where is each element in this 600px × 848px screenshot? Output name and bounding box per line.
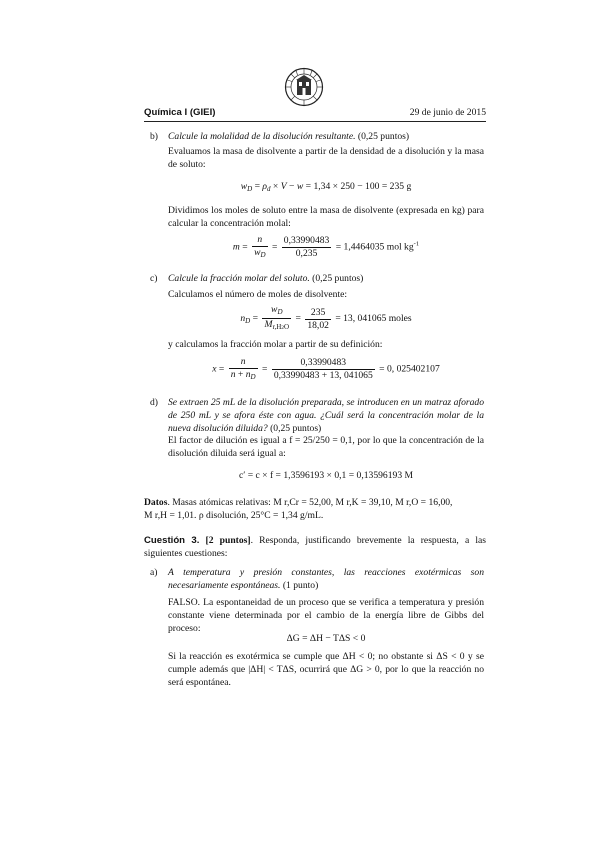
part-c-text1: Calculamos el número de moles de disolvente: — [168, 289, 348, 300]
part-b-question — [168, 130, 484, 143]
datos-line1: . Masas atómicas relativas: M r,Cr = 52,00, M r,K = 39,10, M r,O = 16,00, — [167, 497, 453, 508]
header-rule — [144, 121, 486, 122]
part-c-equation1: $n_D$ = $\frac{w_D}{M_{r,H2O}}$ = $\frac{235}{18,02}$ = 13, 041065 moles — [168, 304, 484, 334]
part-c-equation2: x = $\frac{n}{n + n_D}$ = $\frac{0,33990483}{0,33990483 + 13, 041065}$ = 0, 025402107 — [212, 356, 440, 381]
part-c-label: c) — [150, 273, 158, 284]
part-b-text2: Dividimos los moles de soluto entre la masa de disolvente (expresada en kg) para calcular la concentración molal: — [168, 205, 484, 229]
part-b-points: (0,25 puntos) — [357, 131, 410, 142]
cuestion-3-part-a-answer: FALSO. La espontaneidad de un proceso que se verifica a temperatura y presión constante viene determinada por el cambio de la energía libre de Gibbs del proceso: — [168, 597, 484, 634]
datos-line2: M r,H = 1,01. ρ disolución, 25°C = 1,34 g/mL. — [144, 510, 324, 521]
part-d-label: d) — [150, 397, 158, 408]
fraction-mole-fraction-values: $\frac{0,33990483}{0,33990483 + 13, 041065}$ — [273, 357, 373, 381]
part-d-points: (0,25 puntos) — [270, 423, 322, 434]
fraction-mole-fraction-def: $\frac{n}{n + n_D}$ — [230, 356, 256, 381]
part-c-question — [168, 272, 484, 285]
exam-date: 29 de junio de 2015 — [409, 107, 486, 118]
part-c-points: (0,25 puntos) — [312, 273, 364, 284]
cuestion-3-part-a-question-text: A temperatura y presión constantes, las reacciones exotérmicas son necesariamente espontáneas. — [168, 567, 484, 591]
part-d-text1: El factor de dilución es igual a f = 25/250 = 0,1, por lo que la concentración de la disolución diluida será igual a: — [168, 435, 484, 459]
part-b-equation2: m = $\frac{n}{w_D}$ = $\frac{0,33990483}{0,235}$ = 1,4464035 mol $kg^{-1}$ — [232, 234, 420, 259]
datos-block — [144, 496, 486, 522]
part-d-question-text: Se extraen 25 mL de la disolución preparada, se introducen en un matraz aforado de 250 mL y se afora éste con agua. ¿Cuál será la concentración molar de la nueva disolución diluida? — [168, 397, 484, 434]
part-b-text1: Evaluamos la masa de disolvente a partir de la densidad de a disolución y la masa de soluto: — [168, 146, 484, 170]
datos-label: Datos — [144, 497, 168, 508]
university-seal-logo — [284, 66, 324, 108]
fraction-wd-over-mr: $\frac{w_D}{M_{r,H2O}}$ — [264, 304, 290, 331]
cuestion-3-points: [2 puntos] — [205, 535, 251, 546]
fraction-molality-values: $\frac{0,33990483}{0,235}$ — [283, 235, 330, 259]
part-d-equation1: c′ = c × f = 1,3596193 × 0,1 = 0,13596193 M — [238, 470, 414, 481]
fraction-n-over-wd: $\frac{n}{w_D}$ — [254, 234, 266, 259]
cuestion-3-part-a-question — [168, 566, 484, 592]
cuestion-3-header — [144, 534, 486, 560]
cuestion-3-part-a-points: (1 punto) — [282, 580, 319, 591]
part-b-label: b) — [150, 131, 158, 142]
part-c-text2: y calculamos la fracción molar a partir de su definición: — [168, 339, 383, 350]
part-d-question — [168, 396, 484, 435]
part-b-equation1: $w_D = \rho_d \times V - w = 1,34 \times 250 - 100 = 235$ g — [240, 181, 412, 193]
cuestion-3-part-a-label: a) — [150, 567, 158, 578]
course-title: Química I (GIEI) — [144, 107, 216, 118]
part-b-question-text: Calcule la molalidad de la disolución resultante. — [168, 131, 356, 142]
part-c-question-text: Calcule la fracción molar del soluto. — [168, 273, 310, 284]
cuestion-3-part-a-answer2: Si la reacción es exotérmica se cumple que ΔH < 0; no obstante si ΔS < 0 y se cumple además que |ΔH| < TΔS, ocurrirá que ΔG > 0, por lo que la reacción no será espontánea. — [168, 651, 484, 688]
page-header — [144, 106, 486, 120]
gibbs-equation: ΔG = ΔH − TΔS < 0 — [286, 633, 366, 644]
cuestion-3-intro: . Responda, justificando brevemente la respuesta, a las siguientes cuestiones: — [144, 535, 486, 559]
fraction-solvent-moles: $\frac{235}{18,02}$ — [307, 306, 329, 331]
cuestion-3-title: Cuestión 3. — [144, 535, 200, 546]
